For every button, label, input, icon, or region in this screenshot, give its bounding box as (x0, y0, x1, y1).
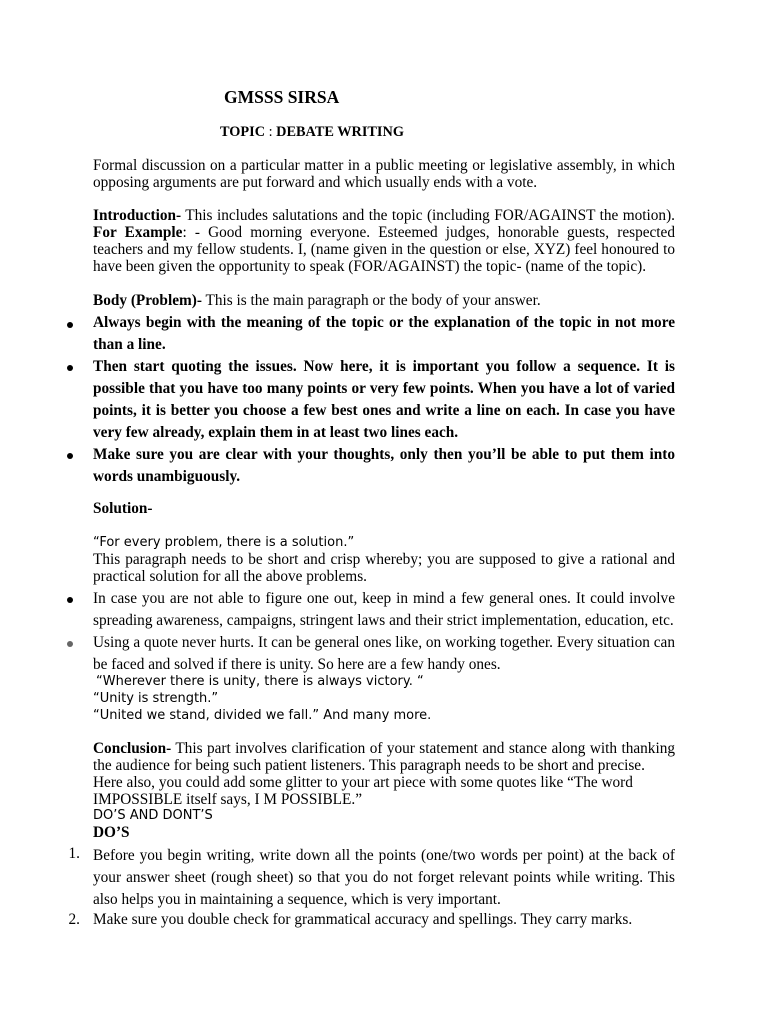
body-bullet-3: Make sure you are clear with your thoughts, only then you’ll be able to put them into words unambiguously. (93, 446, 675, 485)
introduction-label: Introduction- (93, 207, 182, 224)
body-label: Body (Problem)- (93, 292, 202, 309)
topic-label: TOPIC (220, 124, 266, 140)
bullet-icon (67, 322, 73, 328)
introduction-paragraph (93, 207, 675, 275)
dos-item-2: Make sure you double check for grammatical accuracy and spellings. They carry marks. (93, 911, 633, 928)
definition-paragraph: Formal discussion on a particular matter in a public meeting or legislative assembly, in which opposing arguments are put forward and which usually ends with a vote. (93, 157, 675, 191)
school-title: GMSSS SIRSA (224, 87, 340, 107)
quote-3: “United we stand, divided we fall.” And many more. (93, 708, 432, 723)
bullet-icon (67, 641, 73, 647)
example-text: : - Good morning everyone. Esteemed judges, honorable guests, respected teachers and my fellow students. I, (name given in the question or else, XYZ) feel honoured to have been given the opportunity to speak (FOR/AGAINST) the topic- (name of the topic). (93, 224, 675, 275)
conclusion-paragraph-2: Here also, you could add some glitter to your art piece with some quotes like “The word (93, 774, 633, 791)
solution-label: Solution- (93, 500, 153, 517)
bullet-icon (67, 597, 73, 603)
body-text: This is the main paragraph or the body of your answer. (201, 292, 541, 309)
topic-value: DEBATE WRITING (276, 124, 404, 140)
solution-paragraph: This paragraph needs to be short and crisp whereby; you are supposed to give a rational and practical solution for all the above problems. (93, 551, 675, 585)
topic-separator: : (265, 124, 277, 140)
example-label: For Example (93, 224, 183, 241)
solution-bullet-2: Using a quote never hurts. It can be general ones like, on working together. Every situation can be faced and solved if there is unity. So here are a few handy ones. (93, 634, 675, 673)
conclusion-paragraph-3: IMPOSSIBLE itself says, I M POSSIBLE.” (93, 791, 362, 808)
body-intro (93, 292, 541, 310)
body-bullet-1: Always begin with the meaning of the topic or the explanation of the topic in not more than a line. (93, 314, 675, 353)
dos-heading: DO’S (93, 824, 130, 841)
list-number: 2. (68, 911, 80, 928)
bullet-icon (67, 453, 73, 459)
conclusion-paragraph (93, 740, 675, 774)
dos-donts-heading: DO’S AND DONT’S (93, 808, 213, 823)
conclusion-label: Conclusion- (93, 740, 172, 757)
solution-bullet-1: In case you are not able to figure one out, keep in mind a few general ones. It could involve spreading awareness, campaigns, stringent laws and their strict implementation, education, etc. (93, 590, 675, 629)
conclusion-text: This part involves clarification of your statement and stance along with thanking the audience for being such patient listeners. This paragraph needs to be short and precise. (93, 740, 675, 774)
quote-1: “Wherever there is unity, there is always victory. “ (96, 674, 424, 689)
quote-2: “Unity is strength.” (93, 691, 219, 706)
topic-heading (220, 123, 404, 141)
introduction-text: This includes salutations and the topic (including FOR/AGAINST the motion). (181, 207, 675, 224)
dos-item-1: Before you begin writing, write down all the points (one/two words per point) at the back of your answer sheet (rough sheet) so that you do not forget relevant points while writing. This also helps you in maintaining a sequence, which is very important. (93, 847, 675, 908)
bullet-icon (67, 365, 73, 371)
solution-quote: “For every problem, there is a solution.” (93, 535, 355, 550)
list-number: 1. (68, 845, 80, 862)
body-bullet-2: Then start quoting the issues. Now here, it is important you follow a sequence. It is possible that you have too many points or very few points. When you have a lot of varied points, it is better you choose a few best ones and write a line on each. In case you have very few already, explain them in at least two lines each. (93, 358, 675, 441)
